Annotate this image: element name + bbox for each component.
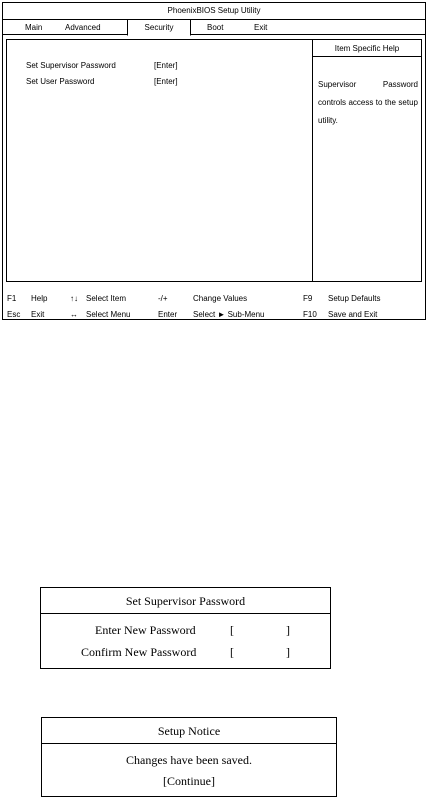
enter-new-password-field[interactable] xyxy=(237,622,287,638)
bios-title: PhoenixBIOS Setup Utility xyxy=(167,6,261,15)
option-label-supervisor-password[interactable]: Set Supervisor Password xyxy=(26,61,116,70)
key-save-exit-label: Save and Exit xyxy=(328,310,378,319)
key-exit-label: Exit xyxy=(31,310,45,319)
option-value-supervisor-password[interactable]: [Enter] xyxy=(154,61,178,70)
tab-boot[interactable]: Boot xyxy=(207,23,224,32)
dialog-title: Set Supervisor Password xyxy=(41,588,330,614)
key-f9: F9 xyxy=(303,294,313,303)
key-select-menu-label: Select Menu xyxy=(86,310,131,319)
enter-new-password-close-bracket: ] xyxy=(286,623,290,637)
confirm-new-password-field[interactable] xyxy=(237,644,287,660)
help-pane xyxy=(312,40,421,281)
tab-exit[interactable]: Exit xyxy=(254,23,268,32)
setup-notice-dialog xyxy=(41,717,337,797)
key-change-values-label: Change Values xyxy=(193,294,248,303)
help-title: Item Specific Help xyxy=(313,40,421,57)
key-f10: F10 xyxy=(303,310,317,319)
notice-title: Setup Notice xyxy=(42,718,336,744)
continue-button[interactable]: [Continue] xyxy=(163,774,215,788)
notice-message: Changes have been saved. xyxy=(126,753,252,767)
tab-advanced[interactable]: Advanced xyxy=(65,23,101,32)
bios-setup-screen xyxy=(2,2,426,320)
key-legend xyxy=(3,290,425,320)
option-value-user-password[interactable]: [Enter] xyxy=(154,77,178,86)
key-setup-defaults-label: Setup Defaults xyxy=(328,294,381,303)
key-minus-plus: -/+ xyxy=(158,294,168,303)
tab-main[interactable]: Main xyxy=(25,23,43,32)
key-enter: Enter xyxy=(158,310,178,319)
key-f1: F1 xyxy=(7,294,17,303)
confirm-new-password-label: Confirm New Password xyxy=(81,645,197,659)
key-esc: Esc xyxy=(7,310,21,319)
leftright-arrows-icon: ↔ xyxy=(70,310,78,319)
help-text: Supervisor Password controls access to the setup utility. xyxy=(318,80,418,125)
key-select-submenu-label: Select ► Sub-Menu xyxy=(193,310,265,319)
updown-arrows-icon: ↑↓ xyxy=(70,294,78,303)
tab-security[interactable]: Security xyxy=(127,20,191,36)
set-supervisor-password-dialog xyxy=(40,587,331,669)
enter-new-password-open-bracket: [ xyxy=(230,623,234,637)
key-help-label: Help xyxy=(31,294,48,303)
confirm-new-password-open-bracket: [ xyxy=(230,645,234,659)
options-panel xyxy=(6,39,422,282)
key-select-item-label: Select Item xyxy=(86,294,127,303)
enter-new-password-label: Enter New Password xyxy=(95,623,196,637)
confirm-new-password-close-bracket: ] xyxy=(286,645,290,659)
menu-bar xyxy=(3,19,425,35)
option-label-user-password[interactable]: Set User Password xyxy=(26,77,95,86)
